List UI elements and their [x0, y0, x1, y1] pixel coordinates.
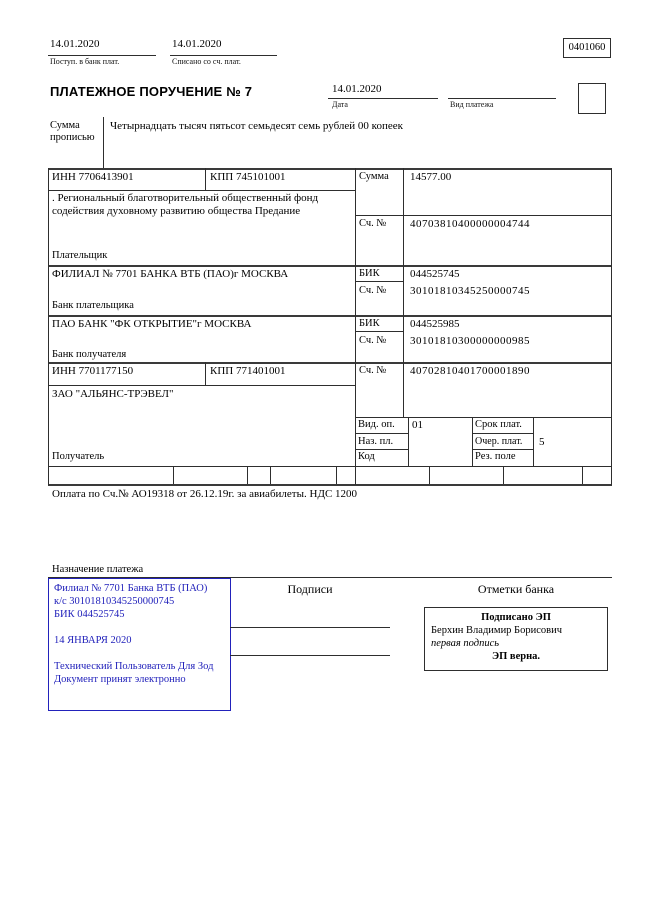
document-date: 14.01.2020	[332, 83, 382, 95]
signer-name: Берхин Владимир Борисович	[431, 625, 562, 637]
order-label: Очер. плат.	[475, 436, 523, 447]
bank-electronic-stamp	[48, 578, 231, 711]
divider-line	[328, 98, 438, 99]
signature-verification-stamp	[424, 607, 608, 671]
table-border	[48, 466, 612, 467]
payer-bank-bik-label: БИК	[359, 268, 380, 279]
payer-section-label: Плательщик	[52, 250, 108, 261]
table-border	[205, 168, 206, 190]
table-border	[472, 417, 473, 466]
bank-marks-title: Отметки банка	[477, 582, 555, 596]
payee-bank-account-value: 30101810300000000985	[410, 335, 530, 347]
date-label: Дата	[332, 100, 348, 109]
op-type-value: 01	[412, 419, 423, 431]
table-border	[355, 281, 403, 282]
op-type-label: Вид. оп.	[358, 419, 395, 430]
payee-name: ЗАО "АЛЬЯНС-ТРЭВЕЛ"	[52, 388, 174, 400]
stamp-line	[54, 621, 225, 634]
payer-kpp: КПП 745101001	[210, 171, 286, 183]
payer-account-value: 40703810400000004744	[410, 218, 530, 230]
payment-type-label: Вид платежа	[450, 100, 494, 109]
payee-kpp: КПП 771401001	[210, 365, 286, 377]
order-value: 5	[539, 436, 545, 448]
stamp-line: БИК 044525745	[54, 609, 125, 621]
payee-bank-account-label: Сч. №	[359, 335, 387, 346]
divider-line	[170, 55, 277, 56]
table-border	[472, 449, 533, 450]
payee-bank-section-label: Банк получателя	[52, 349, 127, 360]
table-border	[355, 331, 403, 332]
signature-line	[230, 655, 390, 656]
table-border	[408, 417, 409, 466]
debited-date: 14.01.2020	[172, 38, 222, 50]
table-border	[270, 466, 271, 484]
payment-type-box	[578, 83, 606, 114]
divider-line	[103, 117, 104, 168]
divider-line	[448, 98, 556, 99]
amount-words-value: Четырнадцать тысяч пятьсот семьдесят семь рублей 00 копеек	[110, 120, 403, 132]
payer-bank-name: ФИЛИАЛ № 7701 БАНКА ВТБ (ПАО)г МОСКВА	[52, 268, 289, 280]
table-border	[48, 362, 612, 364]
payer-account-label: Сч. №	[359, 218, 387, 229]
signature-verified: ЭП верна.	[491, 651, 540, 663]
table-border	[533, 417, 534, 466]
table-border	[355, 433, 408, 434]
due-date-label: Срок плат.	[475, 419, 522, 430]
payer-bank-account-value: 30101810345250000745	[410, 285, 530, 297]
received-date-label: Поступ. в банк плат.	[50, 57, 120, 66]
payer-bank-account-label: Сч. №	[359, 285, 387, 296]
table-border	[48, 484, 612, 486]
reserve-label: Рез. поле	[475, 451, 516, 462]
stamp-line: Технический Пользователь Для Зод	[54, 661, 214, 673]
sum-value: 14577.00	[410, 171, 452, 183]
payee-section-label: Получатель	[52, 451, 105, 462]
stamp-line: к/с 30101810345250000745	[54, 596, 175, 608]
signatures-title: Подписи	[287, 582, 333, 596]
table-border	[472, 433, 533, 434]
payee-bank-bik-value: 044525985	[410, 318, 460, 330]
payer-inn: ИНН 7706413901	[52, 171, 134, 183]
table-border	[48, 265, 612, 267]
signature-line	[230, 627, 390, 628]
payee-account-label: Сч. №	[359, 365, 387, 376]
debited-date-label: Списано со сч. плат.	[172, 57, 241, 66]
table-border	[503, 466, 504, 484]
payee-account-value: 40702810401700001890	[410, 365, 530, 377]
payment-purpose-label: Назначение платежа	[52, 564, 144, 575]
table-border	[48, 168, 49, 485]
table-border	[48, 385, 355, 386]
code-label: Код	[358, 451, 375, 462]
stamp-line: Документ принят электронно	[54, 674, 186, 686]
table-border	[355, 168, 356, 485]
payee-bank-bik-label: БИК	[359, 318, 380, 329]
payment-purpose-text: Оплата по Сч.№ АО19318 от 26.12.19г. за авиабилеты. НДС 1200	[52, 488, 358, 500]
table-border	[205, 362, 206, 385]
table-border	[247, 466, 248, 484]
signature-subtitle: первая подпись	[431, 638, 500, 650]
payer-bank-bik-value: 044525745	[410, 268, 460, 280]
document-title: ПЛАТЕЖНОЕ ПОРУЧЕНИЕ № 7	[50, 84, 253, 99]
table-border	[336, 466, 337, 484]
payer-bank-section-label: Банк плательщика	[52, 300, 134, 311]
payer-name: . Региональный благотворительный общественный фонд содействия духовному развитию общества Предание	[52, 192, 319, 218]
table-border	[48, 190, 355, 191]
table-border	[48, 315, 612, 317]
payee-inn: ИНН 7701177150	[52, 365, 134, 377]
stamp-line	[54, 647, 225, 660]
table-border	[355, 417, 612, 418]
divider-line	[48, 55, 156, 56]
table-border	[48, 168, 612, 170]
table-border	[355, 449, 408, 450]
naz-pl-label: Наз. пл.	[358, 436, 394, 447]
table-border	[582, 466, 583, 484]
table-border	[611, 168, 612, 485]
payee-bank-name: ПАО БАНК "ФК ОТКРЫТИЕ"г МОСКВА	[52, 318, 252, 330]
table-border	[355, 215, 612, 216]
table-border	[173, 466, 174, 484]
signed-ep-title: Подписано ЭП	[481, 612, 551, 623]
form-code-box: 0401060	[563, 38, 611, 58]
table-border	[403, 168, 404, 417]
amount-words-label: Сумма прописью	[50, 120, 95, 144]
table-border	[429, 466, 430, 484]
stamp-line: 14 ЯНВАРЯ 2020	[54, 635, 132, 647]
sum-label: Сумма	[359, 171, 389, 182]
received-date: 14.01.2020	[50, 38, 100, 50]
stamp-line: Филиал № 7701 Банка ВТБ (ПАО)	[54, 583, 208, 594]
